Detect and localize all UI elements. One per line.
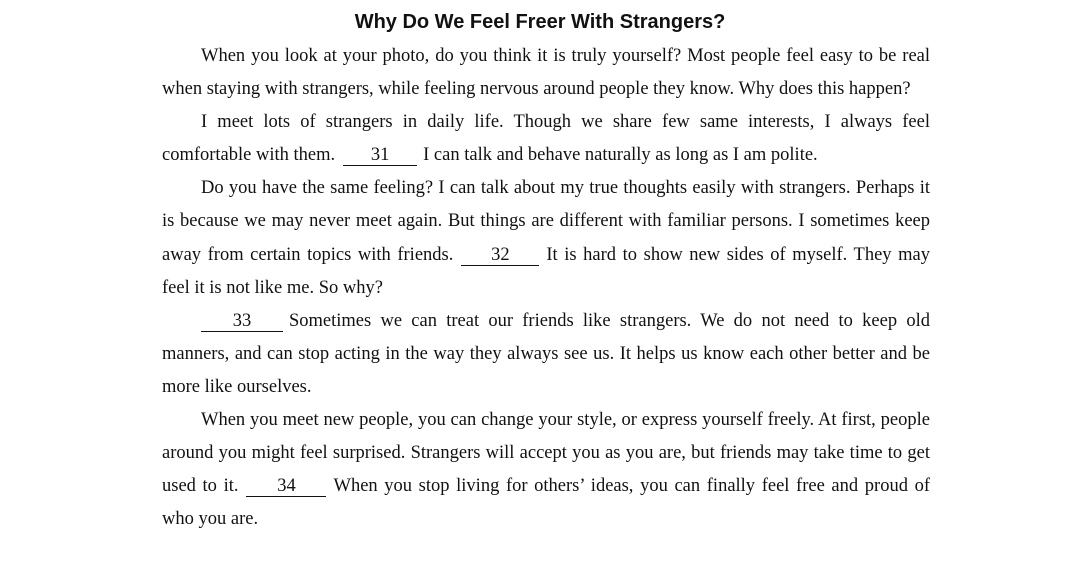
article-body [162, 40, 930, 536]
document-title: Why Do We Feel Freer With Strangers? [354, 11, 726, 33]
paragraph-2-text-after: I can talk and behave naturally as long as I am polite. [423, 145, 818, 166]
paragraph-4-text: Sometimes we can treat our friends like strangers. We do not need to keep old manners, and can stop acting in the way they always see us. It helps us know each other better and be more like ourselves. [162, 310, 930, 397]
paragraph-4 [162, 305, 930, 404]
paragraph-1 [162, 40, 930, 106]
blank-31: 31 [343, 146, 417, 166]
paragraph-2-text-before: I meet lots of strangers in daily life. Though we share few same interests, I always feel comfortable with them. [162, 112, 930, 166]
blank-32: 32 [461, 246, 539, 266]
blank-33: 33 [201, 312, 283, 332]
paragraph-3-text-before: Do you have the same feeling? I can talk about my true thoughts easily with strangers. Perhaps it is because we may never meet again. But things are different with familiar persons. I sometimes keep away from certain topics with friends. [162, 178, 930, 265]
paragraph-1-text: When you look at your photo, do you think it is truly yourself? Most people feel easy to be real when staying with strangers, while feeling nervous around people they know. Why does this happen? [162, 46, 930, 100]
paragraph-2 [162, 106, 930, 172]
blank-34: 34 [246, 477, 326, 497]
paragraph-5-text-before: When you meet new people, you can change your style, or express yourself freely. At first, people around you might feel surprised. Strangers will accept you as you are, but friends may take time to get used to it. [162, 410, 930, 497]
paragraph-3 [162, 172, 930, 304]
paragraph-3-text-after: It is hard to show new sides of myself. They may feel it is not like me. So why? [162, 244, 930, 298]
paragraph-5 [162, 404, 930, 536]
paragraph-5-text-after: When you stop living for others’ ideas, you can finally feel free and proud of who you are. [162, 476, 930, 530]
